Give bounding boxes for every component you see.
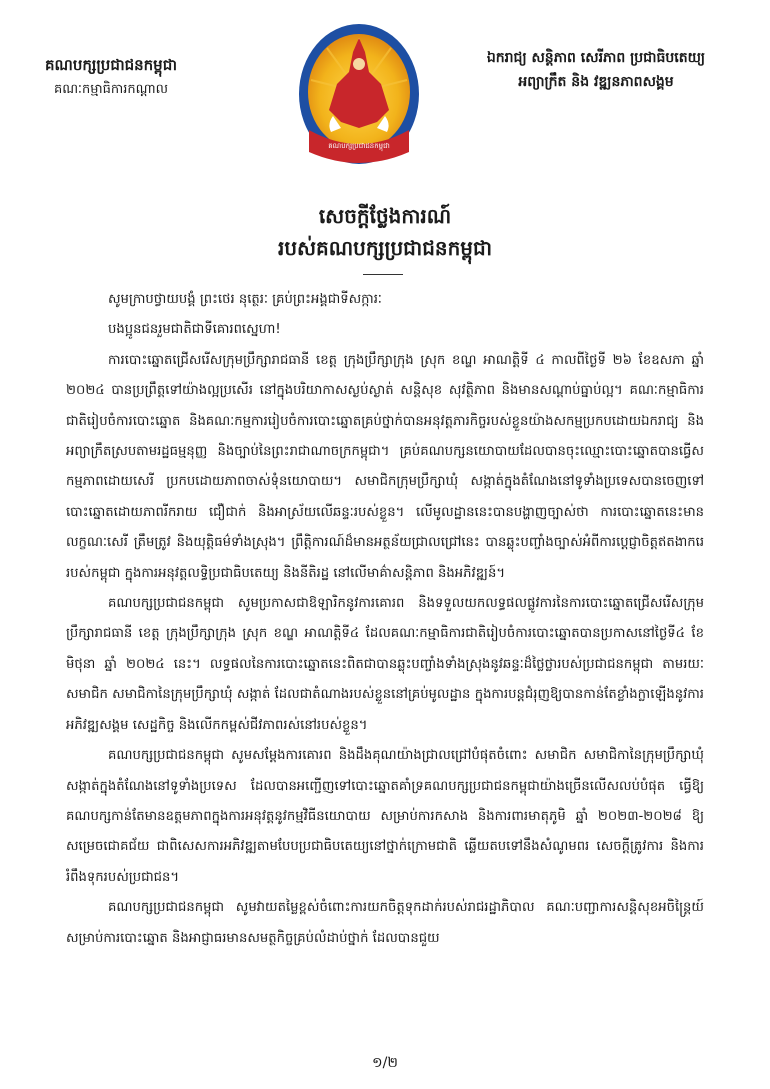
page-number: ១/២: [372, 1055, 398, 1071]
motto-line-2: អព្យាក្រឹត និង វឌ្ឍនភាពសង្គម: [518, 74, 674, 90]
greeting-line-2: បងប្អូនជនរួមជាតិជាទីគោរពស្នេហា!: [108, 322, 281, 338]
title-line-1: សេចក្ដីថ្លែងការណ៍: [318, 204, 452, 228]
statement-body: [66, 285, 704, 954]
paragraph-4: គណបក្សប្រជាជនកម្ពុជា សូមវាយតម្លៃខ្ពស់ចំពោះការយកចិត្តទុកដាក់របស់រាជរដ្ឋាភិបាល គណៈបញ្ជាការសន្តិសុខអចិន្ត្រៃយ៍សម្រាប់ការបោះឆ្នោត និងអាជ្ញាធរមានសមត្ថកិច្ចគ្រប់លំដាប់ថ្នាក់ ដែលបានជួយ: [66, 900, 704, 946]
paragraph-3: គណបក្សប្រជាជនកម្ពុជា សូមសម្ដែងការគោរព និងដឹងគុណយ៉ាងជ្រាលជ្រៅបំផុតចំពោះ សមាជិក សមាជិកានៃក្រុមប្រឹក្សាឃុំ សង្កាត់ក្នុងតំណែងនៅទូទាំងប្រទេស ដែលបានអញ្ជើញទៅបោះឆ្នោតគាំទ្រគណបក្សប្រជាជនកម្ពុជាយ៉ាងច្រើនលើសលប់បំផុត ធ្វើឱ្យគណបក្សកាន់តែមានឧត្តមភាពក្នុងការអនុវត្តនូវកម្មវិធីនយោបាយ សម្រាប់ការកសាង និងការពារមាតុភូមិ ឆ្នាំ ២០២៣-២០២៨ ឱ្យសម្រេចជោគជ័យ ជាពិសេសការអភិវឌ្ឍតាមបែបប្រជាធិបតេយ្យនៅថ្នាក់ក្រោមជាតិ ឆ្លើយតបទៅនឹងសំណូមពរ សេចក្ដីត្រូវការ និងការរំពឹងទុករបស់ប្រជាជន។: [66, 748, 704, 885]
greeting-line-1: សូមក្រាបថ្វាយបង្គំ ព្រះថេរ នុត្ថេរៈ គ្រប់ព្រះអង្គជាទីសក្ការៈ: [108, 292, 382, 307]
committee-name: គណៈកម្មាធិការកណ្ដាល: [53, 82, 169, 97]
title-divider: [363, 274, 403, 275]
paragraph-1: ការបោះឆ្នោតជ្រើសរើសក្រុមប្រឹក្សារាជធានី ខេត្ត ក្រុងប្រឹក្សាក្រុង ស្រុក ខណ្ឌ អាណត្តិទី ៤ កាលពីថ្ងៃទី ២៦ ខែឧសភា ឆ្នាំ ២០២៤ បានប្រព្រឹត្តទៅយ៉ាងល្អប្រសើរ នៅក្នុងបរិយាកាសស្ងប់ស្ងាត់ សន្តិសុខ សុវត្ថិភាព និងមានសណ្ដាប់ធ្នាប់ល្អ។ គណៈកម្មាធិការជាតិរៀបចំការបោះឆ្នោត និងគណៈកម្មការរៀបចំការបោះឆ្នោតគ្រប់ថ្នាក់បានអនុវត្តភារកិច្ចរបស់ខ្លួនយ៉ាងសកម្មប្រកបដោយឯករាជ្យ និងអព្យាក្រឹតស្របតាមរដ្ឋធម្មនុញ្ញ និងច្បាប់នៃព្រះរាជាណាចក្រកម្ពុជា។ គ្រប់គណបក្សនយោបាយដែលបានចុះឈ្មោះបោះឆ្នោតបានធ្វើសកម្មភាពដោយសេរី ប្រកបដោយភាពចាស់ទុំនយោបាយ។ សមាជិកក្រុមប្រឹក្សាឃុំ សង្កាត់ក្នុងតំណែងនៅទូទាំងប្រទេសបានចេញទៅបោះឆ្នោតដោយភាពរីករាយ ជឿជាក់ និងអាស្រ័យលើឆន្ទៈរបស់ខ្លួន។ លើមូលដ្ឋាននេះបានបង្ហាញច្បាស់ថា ការបោះឆ្នោតនេះមានលក្ខណៈសេរី ត្រឹមត្រូវ និងយុត្តិធម៌ទាំងស្រុង។ ព្រឹត្តិការណ៍ដ៏មានអត្ថន័យជ្រាលជ្រៅនេះ បានឆ្លុះបញ្ចាំងច្បាស់អំពីការប្ដេជ្ញាចិត្តឥតងាករេរបស់កម្ពុជា ក្នុងការអនុវត្តលទ្ធិប្រជាធិបតេយ្យ និងនីតិរដ្ឋ នៅលើមាគ៌ាសន្តិភាព និងអភិវឌ្ឍន៍។: [66, 352, 704, 581]
party-header: [22, 54, 200, 100]
logo-figure-head: [353, 58, 365, 70]
party-logo: [297, 24, 421, 174]
paragraph-2: គណបក្សប្រជាជនកម្ពុជា សូមប្រកាសជាឱឡារិកនូវការគោរព និងទទួលយកលទ្ធផលផ្លូវការនៃការបោះឆ្នោតជ្រើសរើសក្រុមប្រឹក្សារាជធានី ខេត្ត ក្រុងប្រឹក្សាក្រុង ស្រុក ខណ្ឌ អាណត្តិទី៤ ដែលគណៈកម្មាធិការជាតិរៀបចំការបោះឆ្នោតបានប្រកាសនៅថ្ងៃទី៤ ខែមិថុនា ឆ្នាំ ២០២៤ នេះ។ លទ្ធផលនៃការបោះឆ្នោតនេះពិតជាបានឆ្លុះបញ្ចាំងទាំងស្រុងនូវឆន្ទៈដ៏ថ្លៃថ្លារបស់ប្រជាជនកម្ពុជា តាមរយៈសមាជិក សមាជិកានៃក្រុមប្រឹក្សាឃុំ សង្កាត់ ដែលជាតំណាងរបស់ខ្លួននៅគ្រប់មូលដ្ឋាន ក្នុងការបន្តជំរុញឱ្យបានកាន់តែខ្លាំងក្លាឡើងនូវការអភិវឌ្ឍសង្គម សេដ្ឋកិច្ច និងលើកកម្ពស់ជីវភាពរស់នៅរបស់ខ្លួន។: [66, 596, 704, 733]
document-title: [160, 200, 610, 264]
party-name: គណបក្សប្រជាជនកម្ពុជា: [45, 56, 177, 74]
motto-line-1: ឯករាជ្យ សន្តិភាព សេរីភាព ប្រជាធិបតេយ្យ: [486, 50, 706, 66]
title-line-2: របស់គណបក្សប្រជាជនកម្ពុជា: [277, 236, 493, 260]
logo-banner-text: គណបក្សប្រជាជនកម្ពុជា: [328, 142, 390, 150]
national-motto: [446, 46, 746, 94]
